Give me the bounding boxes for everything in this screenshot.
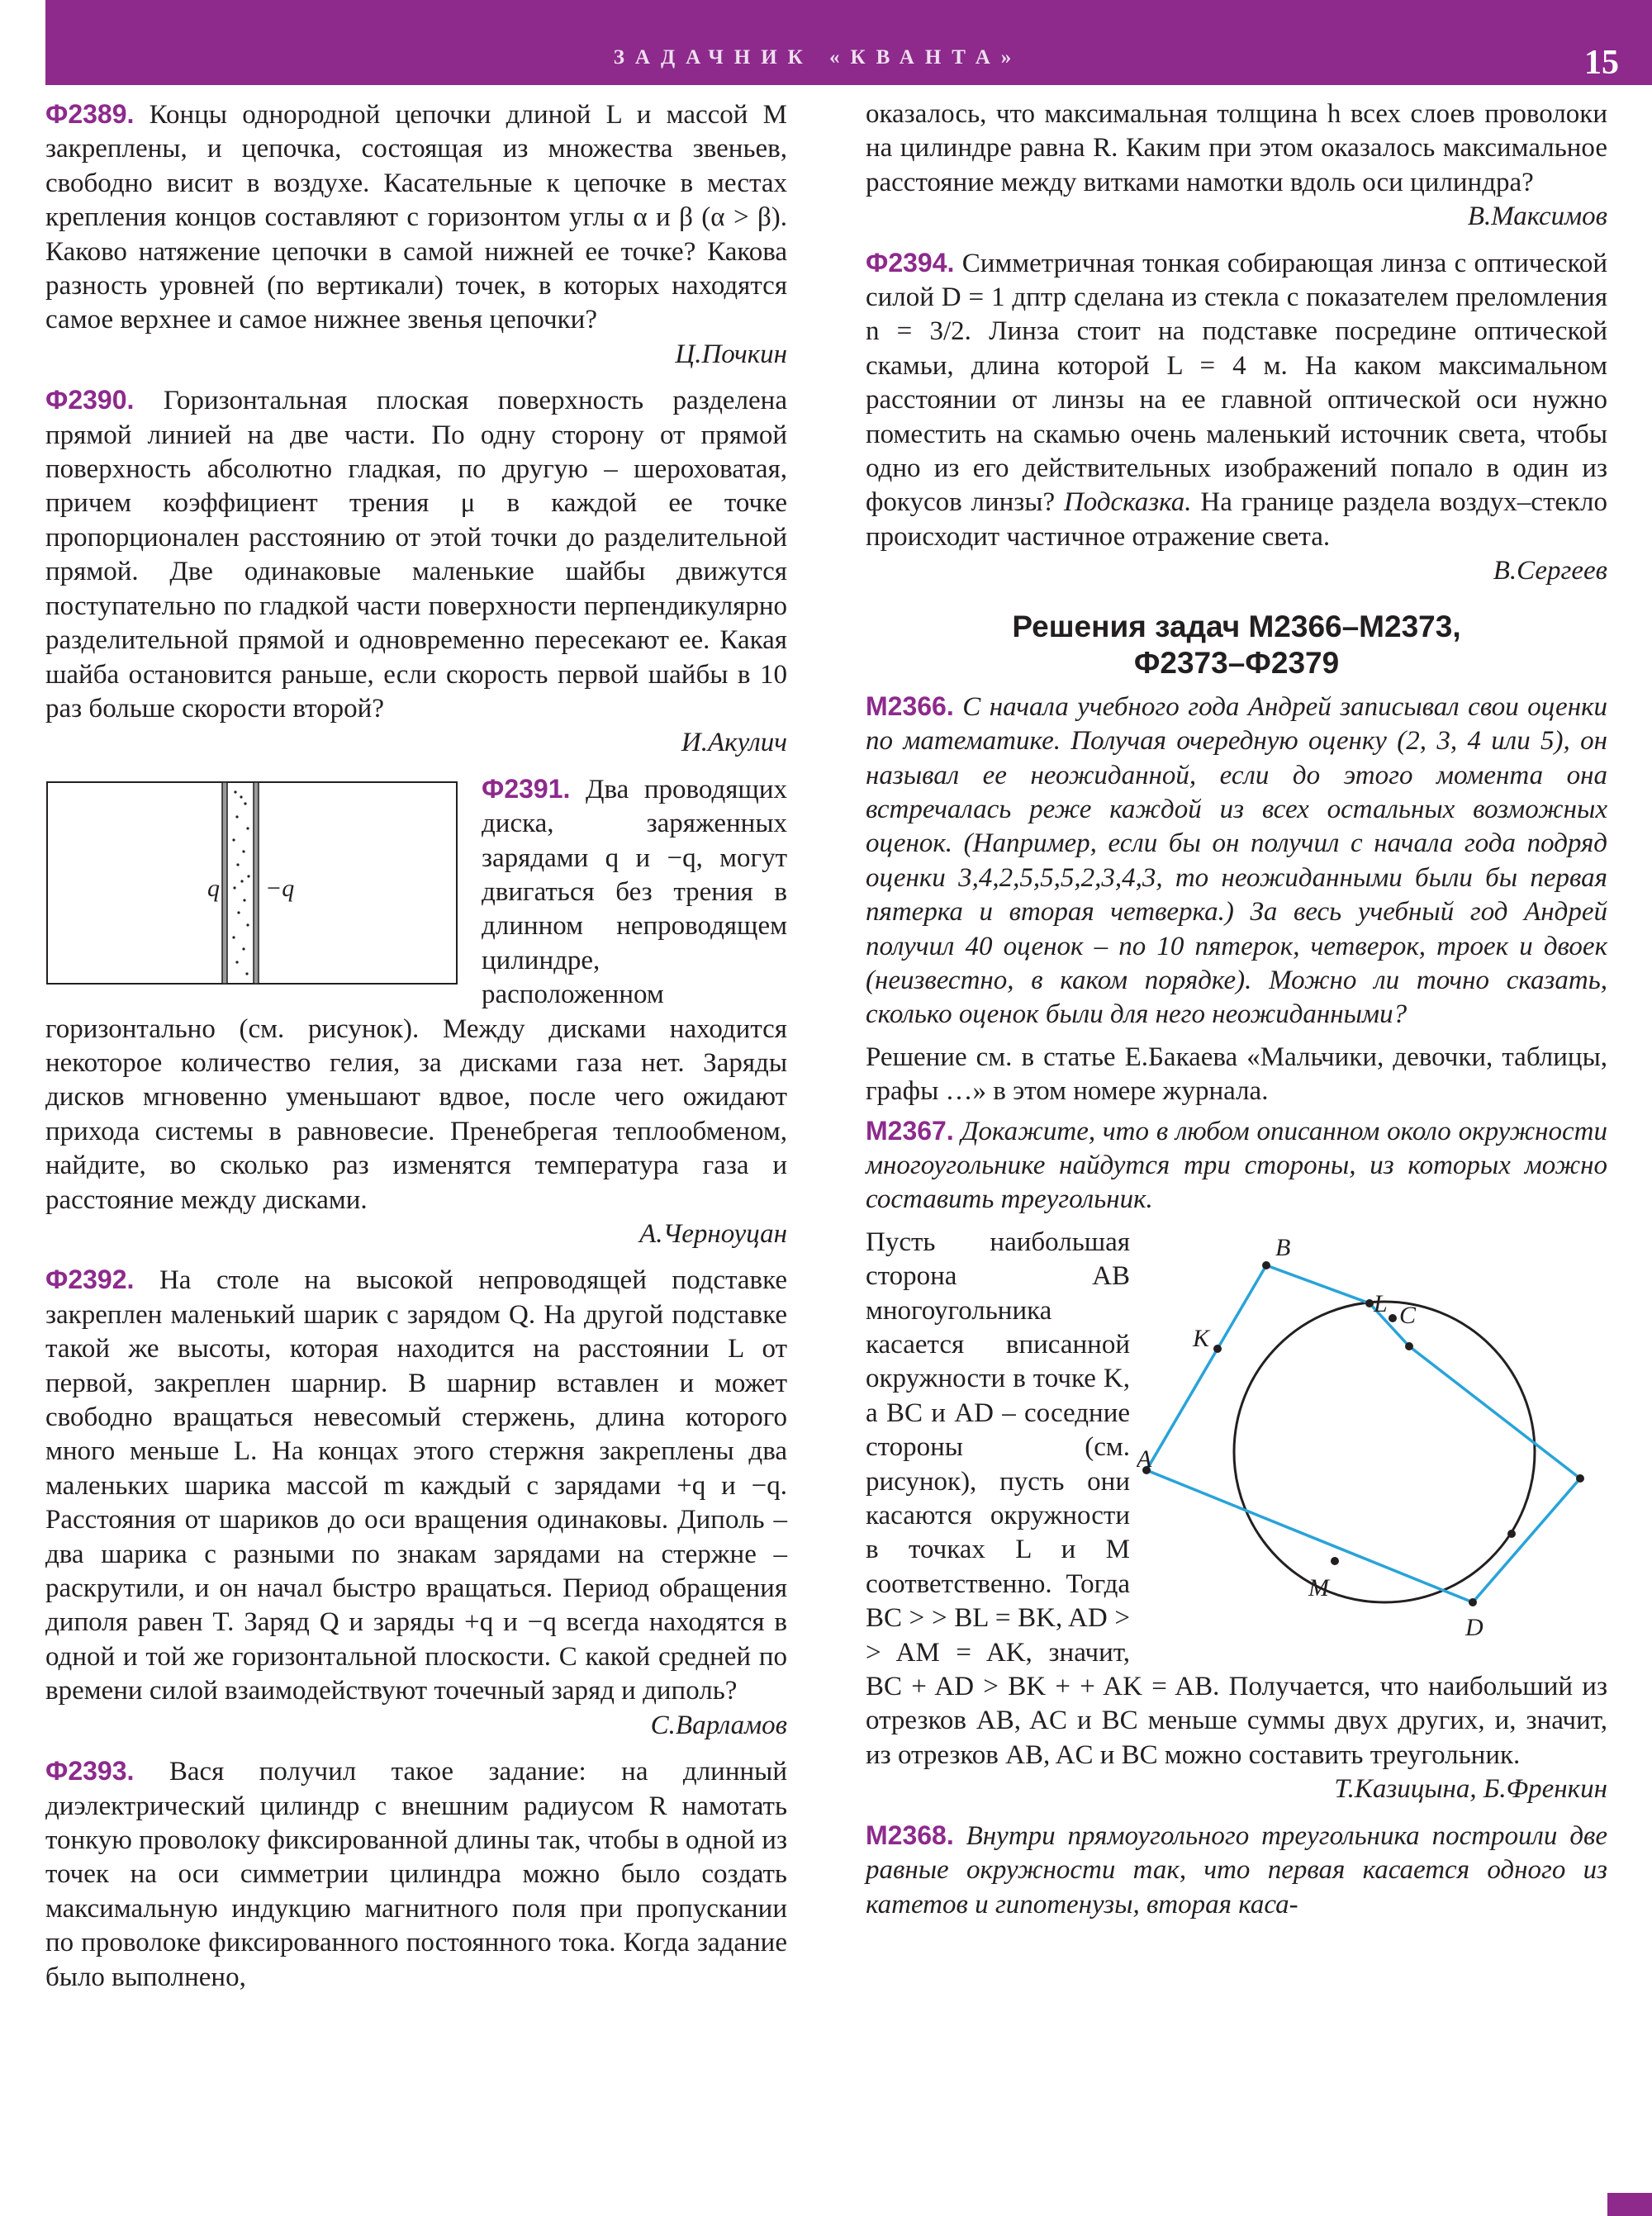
disks-in-cylinder-figure <box>45 781 458 985</box>
problem-author: И.Акулич <box>681 728 787 758</box>
problem-m2366 <box>866 690 1607 1032</box>
problem-id: Ф2394. <box>866 247 955 278</box>
problem-f2391 <box>45 772 787 1217</box>
page-number: 15 <box>1584 44 1619 82</box>
label-c: C <box>1399 1301 1417 1329</box>
problem-m2368 <box>866 1819 1607 1922</box>
problem-id: М2368. <box>866 1820 954 1850</box>
circumscribed-polygon <box>1146 1265 1580 1602</box>
problem-id: Ф2392. <box>45 1265 135 1295</box>
problem-f2390 <box>45 383 787 726</box>
solution-m2367 <box>866 1226 1607 1773</box>
cylinder-outline <box>47 782 457 984</box>
problem-author: В.Сергеев <box>1493 556 1607 586</box>
label-d: D <box>1465 1613 1483 1641</box>
right-disk <box>254 782 259 984</box>
problem-author: В.Максимов <box>1467 202 1607 232</box>
section-title-line: Решения задач М2366–М2373, <box>1012 609 1461 643</box>
problem-text: Горизонтальная плоская поверхность разделена прямой линией на две части. По одну сторону от прямой поверхность абсолютно гладкая, по другую – шероховатая, причем коэффициент трения μ в каждой ее точке пропорционален расстоянию от этой точки до разделительной прямой. Две одинаковые маленькие шайбы движутся поступательно по гладкой части поверхности перпендикулярно разделительной прямой и одновременно пересекают ее. Какая шайба остановится раньше, если скорость первой шайбы в 10 раз больше скорости второй? <box>45 386 787 724</box>
label-a: A <box>1137 1445 1152 1473</box>
problem-author: Ц.Почкин <box>675 339 787 369</box>
page-edge-tab <box>1607 2193 1652 2216</box>
header-bar <box>45 0 1652 85</box>
problem-text: С начала учебного года Андрей записывал свои оценки по математике. Получая очередную оценку (2, 3, 4 или 5), он называл ее неожиданной, если до этого момента она встречалась реже каждой из всех остальных возможных оценок. (Например, если бы он получил с начала года подряд оценки 3,4,2,5,5,5,2,3,4,3, то неожиданными были бы первая пятерка и вторая четверка.) За весь учебный год Андрей получил 40 оценок – по 10 пятерок, четверок, троек и двоек (неизвестно, в каком порядке). Можно ли точно сказать, сколько оценок были для него неожиданными? <box>866 691 1608 1030</box>
problem-m2367 <box>866 1114 1607 1217</box>
problem-text: Концы однородной цепочки длиной L и массой M закреплены, и цепочка, состоящая из множества звеньев, свободно висит в воздухе. Касательные к цепочке в местах крепления концов составляют с горизонтом углы α и β (α > β). Каково натяжение цепочки в самой нижней ее точке? Какова разность уровней (по вертикали) точек, в которых находятся самое верхнее и самое нижнее звенья цепочки? <box>45 100 787 335</box>
problem-id: Ф2391. <box>482 773 571 804</box>
inscribed-circle <box>1234 1302 1535 1602</box>
hint-text: На границе раздела воздух–стекло происходит частичное отражение света. <box>866 487 1608 552</box>
problem-id: Ф2390. <box>45 385 135 415</box>
problem-f2392 <box>45 1263 787 1708</box>
section-title-line: Ф2373–Ф2379 <box>1133 645 1340 680</box>
solution-text: Пусть наибольшая сторона AB многоугольника касается вписанной окружности в точке K, а BC и AD – соседние стороны (см. рисунок), пусть они касаются окружности в точках L и M соответственно. Тогда BC > > BL = BK, AD > > AM = AK, значит, BC + AD > BK + + AK = AB. Получается, что наибольший из отрезков AB, AC и BC меньше суммы двух других, и, значит, из отрезков AB, AC и BC можно составить треугольник. <box>866 1227 1607 1770</box>
left-disk <box>222 782 227 984</box>
hint-label: Подсказка. <box>1063 487 1192 518</box>
left-column <box>45 97 787 1995</box>
problem-id: Ф2389. <box>45 99 135 129</box>
problem-id: М2366. <box>866 690 954 721</box>
problem-text: Внутри прямоугольного треугольника построили две равные окружности так, что первая касается одного из катетов и гипотенузы, вторая каса- <box>866 1820 1607 1919</box>
solution-m2366: Решение см. в статье Е.Бакаева «Мальчики, девочки, таблицы, графы …» в этом номере журнала. <box>866 1042 1607 1107</box>
right-column <box>866 97 1607 1922</box>
label-l: L <box>1374 1289 1388 1317</box>
helium-dots <box>232 790 249 975</box>
problem-id: М2367. <box>866 1115 954 1146</box>
problem-id: Ф2393. <box>45 1756 135 1787</box>
charge-q-label: q <box>207 874 220 902</box>
problem-author: Т.Казицына, Б.Френкин <box>1334 1774 1607 1805</box>
problem-f2394 <box>866 246 1607 555</box>
problem-f2389 <box>45 97 787 338</box>
problem-author: А.Черноуцан <box>639 1219 787 1249</box>
label-k: K <box>1193 1324 1210 1352</box>
tangent-points <box>1142 1261 1584 1606</box>
problem-text: Два проводящих диска, заряженных зарядами q и −q, могут двигаться без трения в длинном непроводящем цилиндре, расположенном горизонтально (см. рисунок). Между дисками находится некоторое количество гелия, за дисками газа нет. Заряды дисков мгновенно уменьшают вдвое, после чего ожидают прихода системы в равновесие. Пренебрегая теплообменом, найдите, во сколько раз изменятся температура газа и расстояние между дисками. <box>45 774 787 1215</box>
problem-f2393-continued: оказалось, что максимальная толщина h всех слоев проволоки на цилиндре равна R. Каким при этом оказалось максимальное расстояние между витками намотки вдоль оси цилиндра? <box>866 99 1607 197</box>
problem-text: Симметричная тонкая собирающая линза с оптической силой D = 1 дптр сделана из стекла с показателем преломления n = 3/2. Линза стоит на подставке посредине оптической скамьи, длина которой L = 4 м. На каком максимальном расстоянии от линзы на ее главной оптической оси нужно поместить на скамью очень маленький источник света, чтобы одно из его действительных изображений попало в один из фокусов линзы? <box>866 248 1607 518</box>
problem-text: Вася получил такое задание: на длинный диэлектрический цилиндр с внешним радиусом R намотать тонкую проволоку фиксированной длины так, чтобы в одной из точек на оси симметрии цилиндра можно было создать максимальную индукцию магнитного поля при пропускании по проволоке фиксированного постоянного тока. Когда задание было выполнено, <box>45 1757 787 1992</box>
label-b: B <box>1275 1233 1291 1261</box>
label-m: M <box>1308 1573 1329 1601</box>
charge-minus-q-label: −q <box>265 874 295 902</box>
section-title <box>866 609 1607 681</box>
circumscribed-polygon-figure <box>1137 1231 1607 1660</box>
problem-author: С.Варламов <box>650 1710 787 1740</box>
running-header-title: ЗАДАЧНИК «КВАНТА» <box>613 46 1023 69</box>
problem-text: На столе на высокой непроводящей подставке закреплен маленький шарик с зарядом Q. На другой подставке такой же высоты, которая находится на расстоянии L от первой, закреплен шарнир. В шарнир вставлен и может свободно вращаться невесомый стержень, длина которого много меньше L. На концах этого стержня закреплены два маленьких шарика массой m каждый с зарядами +q и −q. Расстояния от шариков до оси вращения одинаковы. Диполь – два шарика с разными по знакам зарядами на стержне – раскрутили, и он начал быстро вращаться. Период обращения диполя равен T. Заряд Q и заряды +q и −q всегда находятся в одной и той же горизонтальной плоскости. С какой средней по времени силой взаимодействуют точечный заряд и диполь? <box>45 1265 787 1706</box>
problem-f2393 <box>45 1754 787 1995</box>
problem-text: Докажите, что в любом описанном около окружности многоугольнике найдутся три стороны, из которых можно составить треугольник. <box>866 1116 1607 1215</box>
